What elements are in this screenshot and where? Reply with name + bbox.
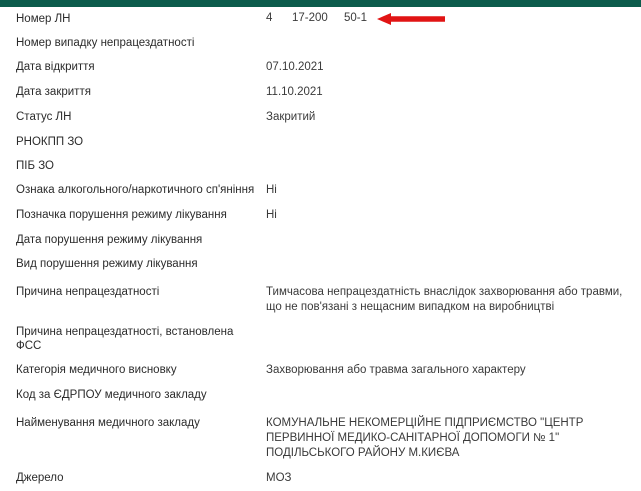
field-label: Причина непрацездатності, встановлена ФСС [16, 326, 234, 352]
field-label: Джерело [16, 472, 64, 484]
detail-row [0, 358, 641, 383]
field-label: Найменування медичного закладу [16, 417, 200, 429]
field-value: Ні [266, 184, 277, 196]
field-value: Закритий [266, 111, 316, 123]
detail-row [0, 466, 641, 491]
detail-row [0, 80, 641, 105]
field-value [266, 31, 641, 41]
detail-row [0, 130, 641, 154]
field-label: Ознака алкогольного/наркотичного сп'яніння [16, 184, 255, 196]
field-label: Дата порушення режиму лікування [16, 234, 203, 246]
top-accent-bar [0, 0, 641, 7]
field-label: РНОКПП ЗО [16, 136, 84, 148]
details-list [0, 7, 641, 491]
field-value: Захворювання або травма загального характеру [266, 364, 526, 376]
field-label: Статус ЛН [16, 111, 72, 123]
field-value: МОЗ [266, 472, 292, 484]
detail-row [0, 252, 641, 276]
detail-row [0, 154, 641, 178]
field-value: 07.10.2021 [266, 61, 324, 73]
field-label: Номер ЛН [16, 13, 71, 25]
field-value: КОМУНАЛЬНЕ НЕКОМЕРЦІЙНЕ ПІДПРИЄМСТВО "ЦЕНТР ПЕРВИННОЇ МЕДИКО-САНІТАРНОЇ ДОПОМОГИ № 1" ПОДІЛЬСЬКОГО РАЙОНУ М.КИЄВА [266, 417, 584, 459]
ln-number-series: 4 [266, 12, 273, 24]
detail-row [0, 7, 641, 31]
ln-number-block: 17-200 [292, 12, 328, 24]
field-value [266, 130, 641, 140]
field-value [266, 383, 641, 393]
field-label: Номер випадку непрацездатності [16, 37, 195, 49]
red-arrow-annotation [377, 13, 445, 25]
field-label: Позначка порушення режиму лікування [16, 209, 227, 221]
field-label: Дата відкриття [16, 61, 95, 73]
field-label: Дата закриття [16, 86, 91, 98]
field-value: Тимчасова непрацездатність внаслідок захворювання або травми, що не пов'язані з нещасним випадком на виробництві [266, 286, 623, 313]
detail-row [0, 105, 641, 130]
field-value [266, 228, 641, 238]
ln-number-index: 50-1 [344, 12, 368, 24]
detail-row [0, 55, 641, 80]
field-value: 11.10.2021 [266, 86, 323, 98]
field-value [266, 320, 641, 330]
field-label: Причина непрацездатності [16, 286, 160, 298]
field-label: Код за ЄДРПОУ медичного закладу [16, 389, 207, 401]
detail-row [0, 383, 641, 407]
field-value: Ні [266, 209, 277, 221]
detail-row [0, 280, 641, 320]
field-value [266, 252, 641, 262]
detail-row [0, 320, 641, 358]
field-value [266, 154, 641, 164]
field-label: ПІБ ЗО [16, 160, 54, 172]
detail-row [0, 228, 641, 252]
detail-row [0, 178, 641, 203]
detail-row [0, 411, 641, 466]
field-value [266, 7, 641, 31]
detail-row [0, 203, 641, 228]
field-label: Вид порушення режиму лікування [16, 258, 198, 270]
field-label: Категорія медичного висновку [16, 364, 177, 376]
detail-row [0, 31, 641, 55]
